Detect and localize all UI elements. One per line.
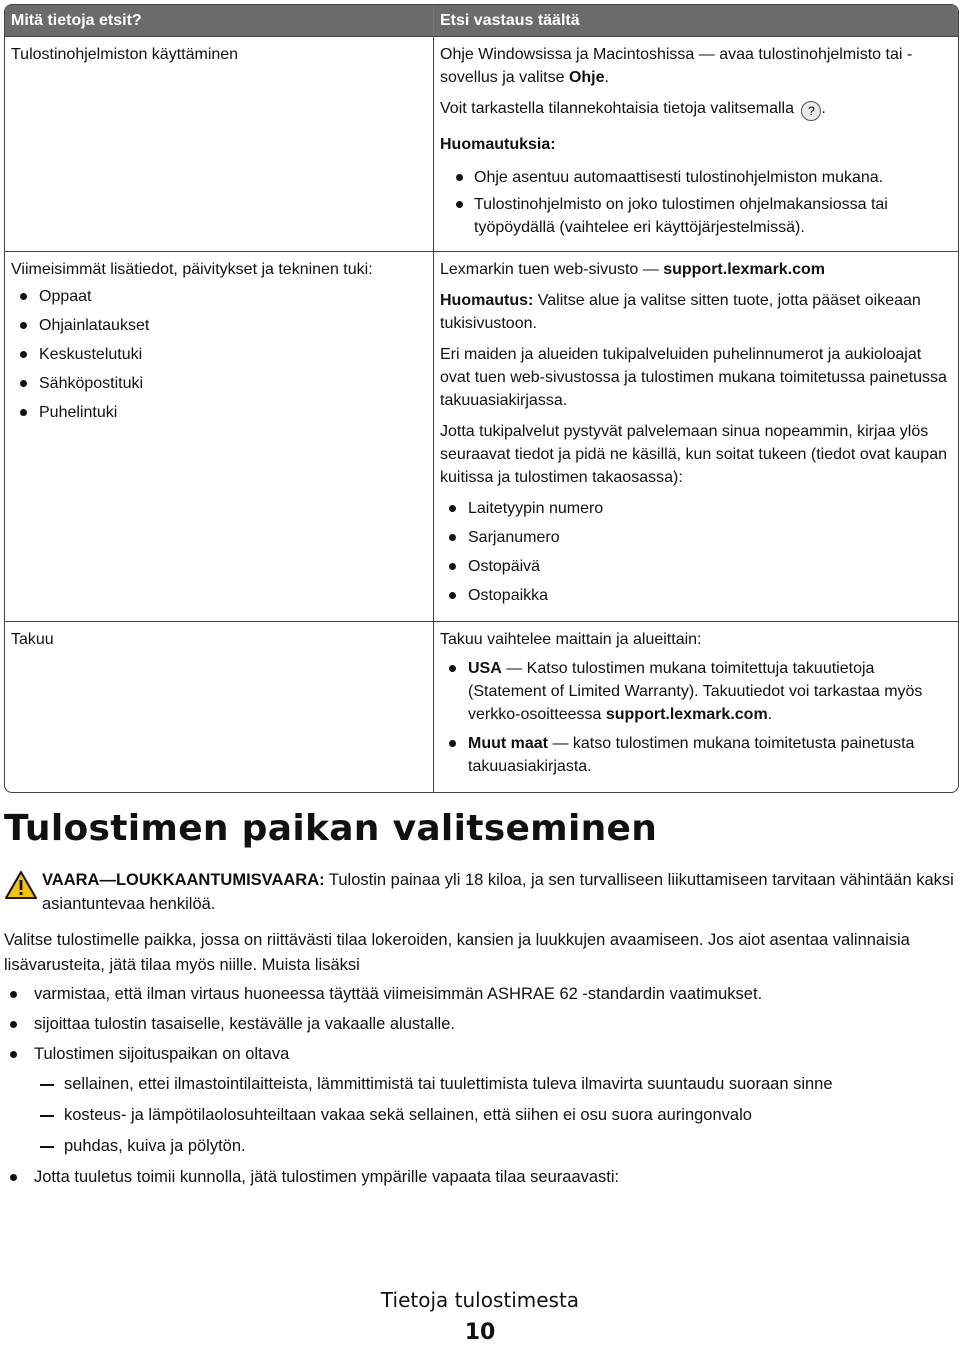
context-help-text: Voit tarkastella tilannekohtaisia tietoja valitsemalla	[440, 100, 799, 117]
usa-end: .	[767, 706, 773, 723]
list-item: Ostopaikka	[440, 584, 952, 607]
list-item	[440, 732, 952, 778]
table-row	[5, 621, 958, 792]
section-intro: Valitse tulostimelle paikka, jossa on riittävästi tilaa lokeroiden, kansien ja luukkujen avaamiseen. Jos aiot asentaa valinnaisia lisävarusteita, jätä tilaa myös niille. Muista lisäksi	[4, 931, 910, 974]
support-types-list	[11, 285, 427, 424]
warning-block	[4, 868, 954, 916]
list-item: Jotta tuuletus toimii kunnolla, jätä tulostimen ympärille vapaata tilaa seuraavasti:	[4, 1165, 954, 1190]
context-help-end: .	[821, 100, 826, 117]
warning-text: Tulostin painaa yli 18 kiloa, ja sen turvalliseen liikuttamiseen tarvitaan vähintään kaksi asiantuntevaa henkilöä.	[42, 871, 954, 913]
header-question: Mitä tietoja etsit?	[5, 5, 434, 36]
table-header-row	[5, 5, 958, 36]
row-support-label	[5, 251, 434, 621]
context-help-paragraph	[440, 97, 952, 121]
help-end: .	[604, 69, 609, 86]
record-paragraph: Jotta tukipalvelut pystyvät palvelemaan sinua nopeammin, kirjaa ylös seuraavat tiedot ja pidä ne käsillä, kun soitat tukeen (tiedot ovat kaupan kuitissa ja tulostimen takaosassa):	[440, 423, 947, 486]
warning-text-block	[42, 868, 954, 916]
help-question-icon: ?	[801, 101, 821, 121]
phone-paragraph: Eri maiden ja alueiden tukipalveluiden puhelinnumerot ja aukioloajat ovat tuen web-sivustossa ja tulostimen mukana toimitetussa painetussa takuuasiakirjassa.	[440, 346, 947, 409]
list-item: Ohje asentuu automaattisesti tulostinohjelmiston mukana.	[440, 166, 952, 189]
page-number: 10	[464, 1320, 496, 1345]
section-title: Tulostimen paikan valitseminen	[4, 808, 658, 849]
row-warranty-label: Takuu	[5, 621, 434, 792]
list-item: Puhelintuki	[11, 401, 427, 424]
support-site	[440, 258, 952, 281]
warning-label: VAARA—LOUKKAANTUMISVAARA:	[42, 871, 325, 889]
warranty-intro: Takuu vaihtelee maittain ja alueittain:	[440, 631, 702, 648]
list-item: sijoittaa tulostin tasaiselle, kestävälle ja vakaalle alustalle.	[4, 1012, 954, 1037]
list-item: Ostopäivä	[440, 555, 952, 578]
header-answer: Etsi vastaus täältä	[434, 5, 958, 36]
help-text: Ohje Windowsissa ja Macintoshissa — avaa tulostinohjelmisto tai -sovellus ja valitse	[440, 46, 913, 86]
notes-label	[440, 133, 952, 156]
row-software-answer	[434, 36, 958, 251]
row-warranty-answer	[434, 621, 958, 792]
support-note	[440, 289, 952, 335]
table-row	[5, 251, 958, 621]
warranty-link[interactable]: support.lexmark.com	[605, 706, 768, 723]
notes-heading: Huomautuksia:	[440, 136, 556, 153]
support-site-link[interactable]: support.lexmark.com	[663, 261, 826, 278]
placement-requirements-list	[34, 1072, 954, 1159]
list-item: Tulostinohjelmisto on joko tulostimen ohjelmakansiossa tai työpöydällä (vaihtelee eri käyttöjärjestelmissä).	[440, 193, 952, 239]
list-item: Laitetyypin numero	[440, 497, 952, 520]
footer-title: Tietoja tulostimesta	[380, 1288, 580, 1312]
help-paragraph	[440, 43, 952, 89]
usa-label: USA	[468, 660, 502, 677]
list-item: Ohjainlataukset	[11, 314, 427, 337]
list-item: varmistaa, että ilman virtaus huoneessa täyttää viimeisimmän ASHRAE 62 -standardin vaatimukset.	[4, 982, 954, 1007]
usa-text: — Katso tulostimen mukana toimitettuja takuutietoja (Statement of Limited Warranty). Takuutiedot voi tarkastaa myös verkko-osoitteessa	[468, 660, 923, 723]
section-body	[4, 928, 954, 1195]
info-table	[4, 4, 959, 793]
support-title: Viimeisimmät lisätiedot, päivitykset ja tekninen tuki:	[11, 261, 373, 278]
list-item: Sarjanumero	[440, 526, 952, 549]
placement-list	[4, 982, 954, 1190]
notes-list	[440, 166, 952, 239]
support-site-text: Lexmarkin tuen web-sivusto —	[440, 261, 664, 278]
list-item: Keskustelutuki	[11, 343, 427, 366]
other-text: — katso tulostimen mukana toimitetusta painetusta takuuasiakirjasta.	[468, 735, 915, 775]
warning-triangle-icon	[4, 870, 38, 900]
table-row	[5, 36, 958, 251]
note-text: Valitse alue ja valitse sitten tuote, jotta pääset oikeaan tukisivustoon.	[440, 292, 921, 332]
list-item: puhdas, kuiva ja pölytön.	[34, 1134, 954, 1159]
placement-requirements-intro: Tulostimen sijoituspaikan on oltava	[34, 1045, 290, 1063]
list-item: kosteus- ja lämpötilaolosuhteiltaan vakaa sekä sellainen, että siihen ei osu suora auringonvalo	[34, 1103, 954, 1128]
list-item: sellainen, ettei ilmastointilaitteista, lämmittimistä tai tuulettimista tuleva ilmavirta suuntaudu suoraan sinne	[34, 1072, 954, 1097]
help-bold: Ohje	[568, 69, 605, 86]
row-support-answer	[434, 251, 958, 621]
list-item	[440, 657, 952, 726]
list-item: Oppaat	[11, 285, 427, 308]
record-list	[440, 497, 952, 607]
list-item: Sähköpostituki	[11, 372, 427, 395]
row-software-label: Tulostinohjelmiston käyttäminen	[5, 36, 434, 251]
note-label: Huomautus:	[440, 292, 534, 309]
other-label: Muut maat	[468, 735, 548, 752]
list-item	[4, 1042, 954, 1159]
warranty-list	[440, 657, 952, 778]
